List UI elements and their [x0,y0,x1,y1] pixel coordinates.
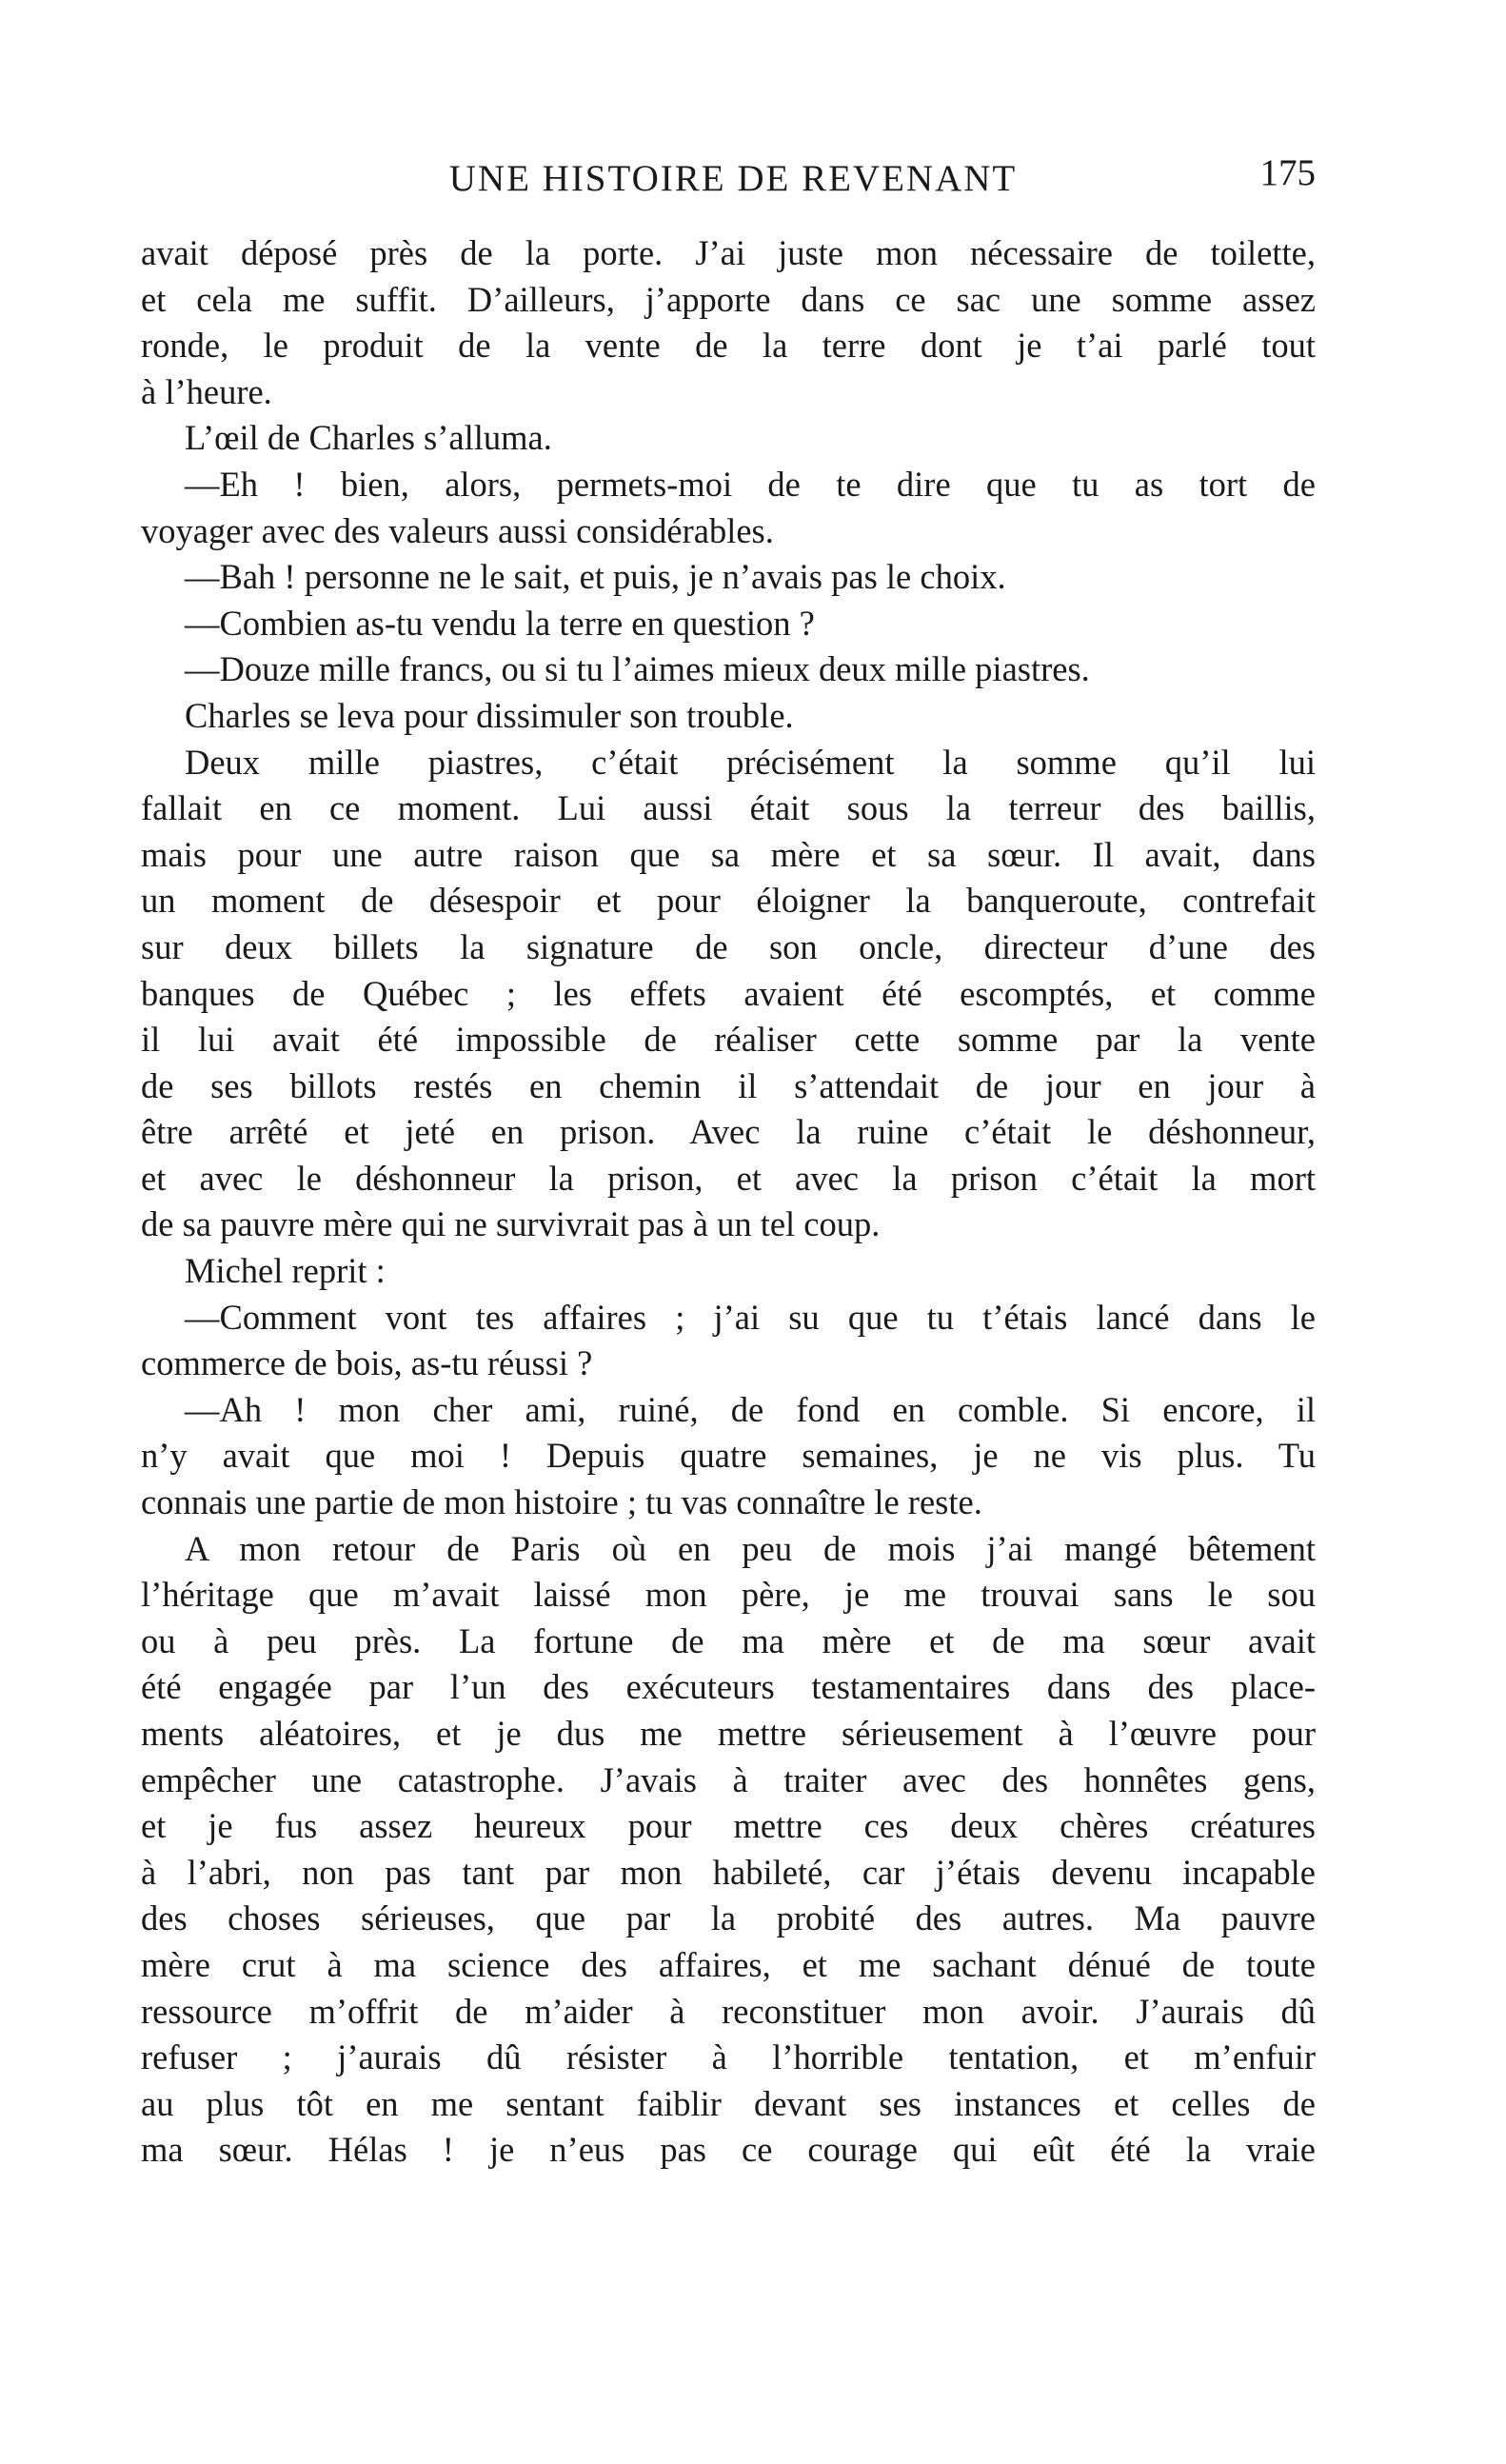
text-line: et cela me suffit. D’ailleurs, j’apporte dans ce sac une somme assez [141,279,1316,319]
text-line: à l’abri, non pas tant par mon habileté, car j’étais devenu incapable [141,1852,1316,1892]
text-line: banques de Québec ; les effets avaient été escomptés, et comme [141,973,1316,1013]
text-line: —Comment vont tes affaires ; j’ai su que tu t’étais lancé dans le [185,1297,1316,1337]
text-line: n’y avait que moi ! Depuis quatre semaines, je ne vis plus. Tu [141,1436,1316,1476]
text-line: connais une partie de mon histoire ; tu vas connaître le reste. [141,1482,982,1522]
text-line: mère crut à ma science des affaires, et me sachant dénué de toute [141,1944,1316,1984]
text-line: —Ah ! mon cher ami, ruiné, de fond en comble. Si encore, il [185,1389,1316,1429]
text-line: à l’heure. [141,371,272,411]
text-line: avait déposé près de la porte. J’ai juste mon nécessaire de toilette, [141,233,1316,272]
text-line: voyager avec des valeurs aussi considérables. [141,510,774,550]
text-line: de sa pauvre mère qui ne survivrait pas à un tel coup. [141,1204,881,1244]
text-line: ronde, le produit de la vente de la terre dont je t’ai parlé tout [141,326,1316,366]
text-line: refuser ; j’aurais dû résister à l’horrible tentation, et m’enfuir [141,2037,1316,2077]
text-line: commerce de bois, as-tu réussi ? [141,1343,593,1383]
text-line: A mon retour de Paris où en peu de mois j’ai mangé bêtement [185,1528,1316,1568]
running-head [141,152,1316,206]
text-line: et je fus assez heureux pour mettre ces deux chères créatures [141,1806,1316,1846]
text-line: mais pour une autre raison que sa mère et sa sœur. Il avait, dans [141,834,1316,874]
page-number: 175 [1259,152,1316,193]
text-line: l’héritage que m’avait laissé mon père, je me trouvai sans le sou [141,1575,1316,1615]
text-line: et avec le déshonneur la prison, et avec la prison c’était la mort [141,1158,1316,1198]
text-line: il lui avait été impossible de réaliser cette somme par la vente [141,1020,1316,1060]
text-line: ments aléatoires, et je dus me mettre sérieusement à l’œuvre pour [141,1714,1316,1753]
text-line: sur deux billets la signature de son oncle, directeur d’une des [141,926,1316,966]
text-line: ressource m’offrit de m’aider à reconstituer mon avoir. J’aurais dû [141,1991,1316,2031]
text-line: Deux mille piastres, c’était précisément la somme qu’il lui [185,742,1316,782]
text-line: Charles se leva pour dissimuler son trouble. [185,695,794,735]
text-line: être arrêté et jeté en prison. Avec la ruine c’était le déshonneur, [141,1112,1316,1152]
text-line: fallait en ce moment. Lui aussi était sous la terreur des baillis, [141,788,1316,828]
text-line: —Combien as-tu vendu la terre en question ? [185,603,815,643]
text-line: au plus tôt en me sentant faiblir devant ses instances et celles de [141,2083,1316,2123]
text-line: Michel reprit : [185,1251,386,1291]
text-line: un moment de désespoir et pour éloigner la banqueroute, contrefait [141,881,1316,921]
text-line: été engagée par l’un des exécuteurs testamentaires dans des place- [141,1667,1316,1707]
text-line: empêcher une catastrophe. J’avais à traiter avec des honnêtes gens, [141,1759,1316,1799]
text-line: —Eh ! bien, alors, permets-moi de te dire que tu as tort de [185,464,1316,504]
text-line: L’œil de Charles s’alluma. [185,418,552,458]
text-line: —Douze mille francs, ou si tu l’aimes mieux deux mille piastres. [185,649,1090,689]
text-line: ma sœur. Hélas ! je n’eus pas ce courage qui eût été la vraie [141,2130,1316,2170]
running-title: UNE HISTOIRE DE REVENANT [448,158,1018,199]
text-line: de ses billots restés en chemin il s’attendait de jour en jour à [141,1065,1316,1105]
text-line: des choses sérieuses, que par la probité des autres. Ma pauvre [141,1898,1316,1938]
body-text [141,230,1316,2174]
text-line: —Bah ! personne ne le sait, et puis, je n’avais pas le choix. [185,557,1006,597]
text-line: ou à peu près. La fortune de ma mère et de ma sœur avait [141,1620,1316,1660]
